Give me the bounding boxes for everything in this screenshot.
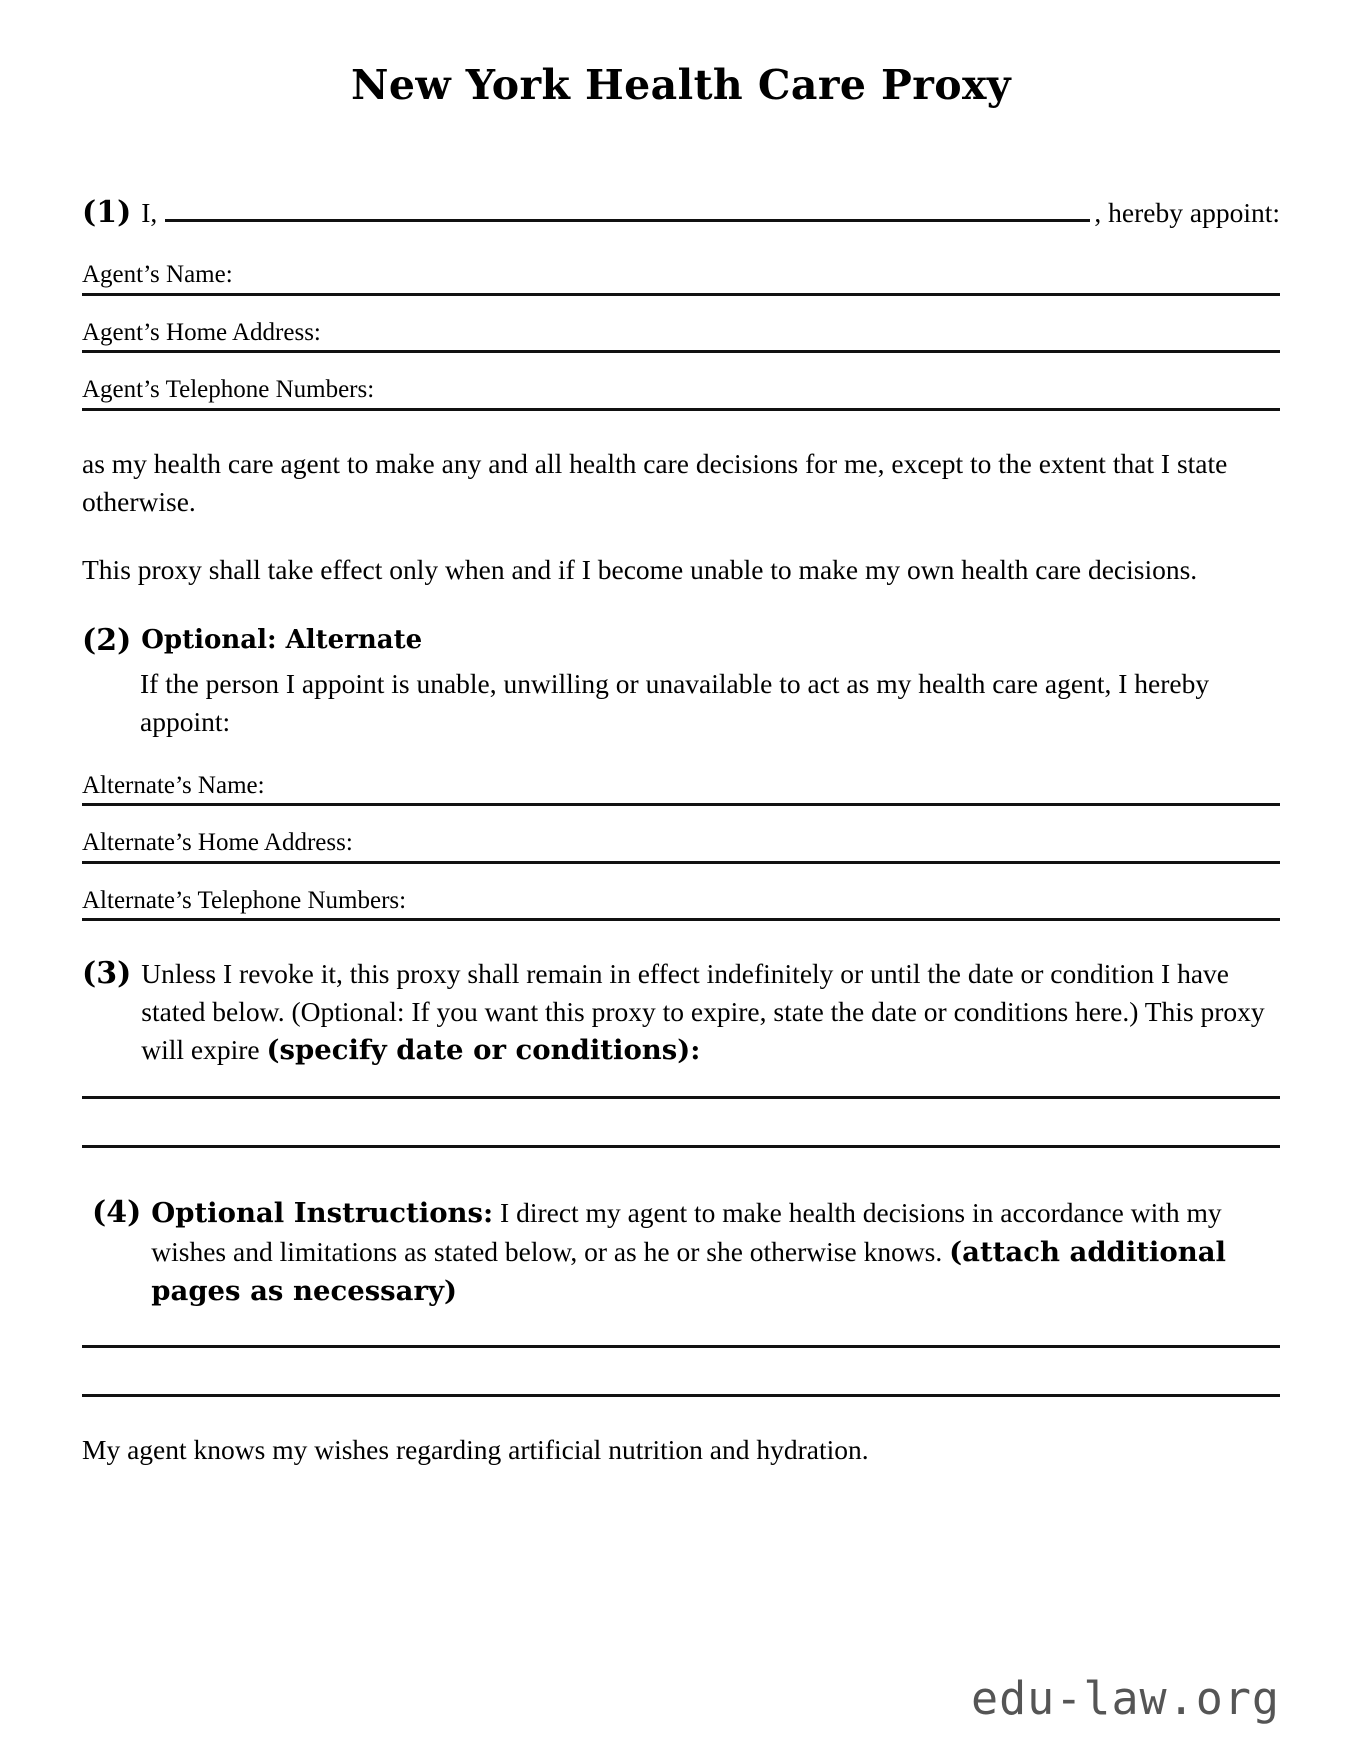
section-4-body (151, 1194, 1280, 1311)
agent-home-address-label: Agent’s Home Address: (82, 318, 321, 346)
section-3-body (141, 955, 1280, 1070)
section-4-row (92, 1194, 1280, 1311)
agent-name-field[interactable] (82, 260, 1280, 296)
section-3-body-text: Unless I revoke it, this proxy shall remain in effect indefinitely or until the date or condition I have stated below. (Optional: If you want this proxy to expire, state the date or conditions here.) This proxy will expire (141, 958, 1265, 1066)
page-title: New York Health Care Proxy (350, 61, 1012, 109)
section-3-number: (3) (82, 956, 132, 992)
section-1-number: (1) (82, 195, 132, 231)
section-4-body-text: I direct my agent to make health decisions in accordance with my wishes and limitations as stated below, or as he or she otherwise knows. (151, 1197, 1222, 1267)
section-4-body-emphasis: (attach additional pages as necessary) (151, 1235, 1226, 1307)
alternate-telephone-numbers-label: Alternate’s Telephone Numbers: (82, 886, 407, 914)
section-3-row (82, 955, 1280, 1070)
alternate-home-address-field[interactable] (82, 828, 1280, 864)
section-1-lead-text: I, (141, 197, 158, 229)
agent-home-address-field[interactable] (82, 318, 1280, 354)
section-1-paragraph-2: This proxy shall take effect only when and if I become unable to make my own health care decisions. (82, 553, 1198, 585)
site-watermark: edu-law.org (970, 1672, 1280, 1725)
alternate-name-label: Alternate’s Name: (82, 771, 265, 799)
section-2-body: If the person I appoint is unable, unwilling or unavailable to act as my health care agent, I hereby appoint: (140, 667, 1210, 737)
section-1-paragraph-1: as my health care agent to make any and all health care decisions for me, except to the extent that I state otherwise. (82, 447, 1228, 517)
section-4-number: (4) (92, 1195, 142, 1231)
agent-telephone-numbers-label: Agent’s Telephone Numbers: (82, 376, 375, 404)
agent-telephone-numbers-field[interactable] (82, 375, 1280, 411)
alternate-home-address-label: Alternate’s Home Address: (82, 829, 353, 857)
section-2-heading-row (82, 622, 1280, 660)
section-1-tail-text: , hereby appoint: (1094, 197, 1280, 229)
principal-name-blank[interactable] (165, 199, 1090, 222)
section-2-number: (2) (82, 623, 132, 659)
section-3-body-emphasis: (specify date or conditions): (266, 1034, 701, 1067)
agent-name-label: Agent’s Name: (82, 261, 233, 289)
section-2-heading: Optional: Alternate (141, 625, 423, 656)
alternate-telephone-numbers-field[interactable] (82, 886, 1280, 922)
section-4-heading: Optional Instructions: (151, 1197, 494, 1230)
alternate-name-field[interactable] (82, 771, 1280, 807)
closing-paragraph: My agent knows my wishes regarding artificial nutrition and hydration. (82, 1433, 869, 1465)
section-1-appoint-row (82, 195, 1280, 230)
